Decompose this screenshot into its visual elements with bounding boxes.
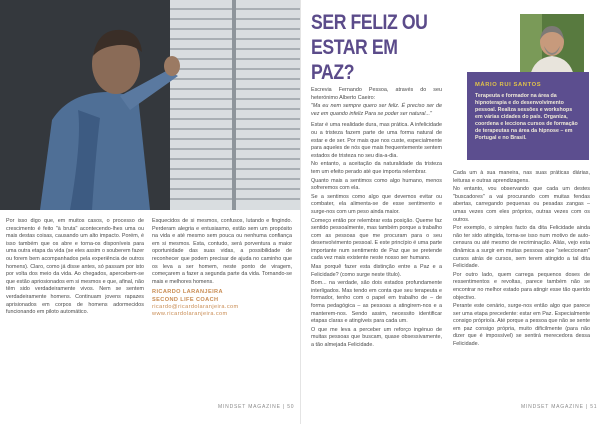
- footer-page-51: MINDSET MAGAZINE | 51: [521, 404, 598, 410]
- paragraph: No entanto, vou observando que cada um destes "buscadores" a vai procurando com muitas fendas abertas, carregando pequenas ou pesadas zangas – umas vezes com eles próprios, outras vezes com os outros.: [453, 186, 590, 223]
- article-title: [311, 10, 437, 85]
- right-column: [453, 170, 590, 350]
- paragraph: Por isso digo que, em muitos casos, o processo de crescimento é feito "à bruta" acontecendo-lhes uma ou mais destas coisas, causando um alto impacto. Porém, é isso também que os abre e torna-os disponíveis para uma outra etapa da vida (se eles assim o souberem fazer ou forem bem acompanhados pela experiência de outros homens). Claro, como já disse antes, só passam por isto por volta dos meio da vida. Ao chegados, apercebem-se que estão apriosionados em si mesmos e que, afinal, não têm sido verdadeiramente vivos. Nem se sentem verdadeiramente homens. Continuam jovens rapazes aprisionados em corpos de homens adormecidos funcionando em piloto automático.: [6, 218, 144, 316]
- bio-text: Terapeuta e formador na área da hipnoterapia e do desenvolvimento pessoal. Realiza sessões e workshops em várias cidades do país. Organiza, coordena e lecciona cursos de formação de terapeutas na área da hipnose – em Portugal e no Brasil.: [475, 93, 578, 141]
- quote-intro: Escrevia Fernando Pessoa, através do seu heterónimo Alberto Caeiro:: [311, 87, 442, 101]
- paragraph: Perante este cenário, surge-nos então algo que parece ser uma etapa precedente: estar em Paz. Especialmente consigo próprio/a. Até porque a pessoa que não se sente em paz consigo própria, muito dificilmente (para não dizer que é impossível) se sentirá merecedora dessa Felicidade.: [453, 303, 590, 348]
- paragraph: Se a sentimos como algo que devemos evitar ou combater, ela alimenta-se de esse sentimento e surge-nos com um peso ainda maior.: [311, 193, 442, 215]
- poem-quote: "Ma eu nem sempre quero ser feliz. É preciso ser de vez em quando infeliz Para se poder ser natural...": [311, 103, 442, 117]
- footer-page-50: MINDSET MAGAZINE | 50: [218, 404, 295, 410]
- left-column-1: [6, 218, 144, 318]
- man-at-window-photo: [0, 0, 300, 210]
- paragraph: Cada um à sua maneira, nas suas práticas diárias, leituras e outras aprendizagens.: [453, 170, 590, 184]
- left-column-2: [152, 218, 292, 318]
- bio-name: MÁRIO RUI SANTOS: [475, 82, 542, 88]
- middle-column: [311, 87, 442, 351]
- author-role: SECOND LIFE COACH: [152, 296, 219, 303]
- paragraph: Por exemplo, o simples facto da dita Felicidade ainda não ter sido atingida, torna-se isso num motivo de auto-censura ou até mesmo de recriminação. Aliás, vejo esta dinâmica a surgir em muitas pessoas que "seleccionam" cursos atrás de cursos, sem terem atingido a tal dita Felicidade.: [453, 225, 590, 270]
- paragraph: Mas porquê fazer esta distinção entre a Paz e a Felicidade? (como surge neste título).: [311, 264, 442, 278]
- paragraph: O que me leva a perceber um reforço ingénuo de muitas pessoas que buscam, quase obsessivamente, a tão almejada Felicidade.: [311, 326, 442, 348]
- paragraph: Quanto mais a sentimos como algo humano, menos sofreremos com ela.: [311, 177, 442, 192]
- paragraph: Bom... na verdade, são dois estados profundamente interligados. Mas tendo em conta que seu terapeuta e formador, tenho com o papel em trabalho de – de forma pedagógica – as pessoas a atingirem-nos e a manterem-nos. Sendo assim, necessito identificar etapas claras e atingíveis para cada um.: [311, 280, 442, 325]
- author-email-link[interactable]: ricardo@ricardolaranjeira.com: [152, 303, 239, 310]
- author-name: RICARDO LARANJEIRA: [152, 289, 223, 296]
- paragraph: Começo então por relembrar esta posição. Queme faz sentido pessoalmente, mas também porque a trabalho com as pessoas que me procuram para o seu desenvolvimento pessoal. E este princípio é uma parte importante num sentimento de Paz que se pretende cada vez mais existente neste nosso ser humano.: [311, 217, 442, 262]
- author-website-link[interactable]: www.ricardolaranjeira.com: [152, 310, 228, 317]
- title-line-2: ESTAR EM PAZ?: [311, 36, 398, 84]
- title-line-1: SER FELIZ OU: [311, 11, 428, 34]
- page-divider: [300, 0, 301, 424]
- paragraph: Esquecidos de si mesmos, confusos, lutando e fingindo. Perderam alegria e entusiasmo, estão sem um propósito na vida e até mesmo sem pouca ou nenhuma confiança em si mesmos. Esta, contudo, será porventura a maior oportunidade das suas vidas, a possibilidade de reconhecer que podem precisar de ajuda no caminho que os leva a ser homem, neste ponto de viragem, começarem a fazer a segunda parte da vida. Tornando-se mais e melhores homens.: [152, 218, 292, 285]
- paragraph: Estar é uma realidade dura, mas prática. A infelicidade ou a tristeza fazem parte de uma forma natural de estar e de ser. Por mais que nos custe, especialmente para aqueles de nós que mais frequentemente sentem estados de tristeza no seu dia-a-dia.: [311, 122, 442, 159]
- author-bio-box: [467, 72, 589, 160]
- author-portrait-photo: [520, 14, 584, 76]
- author-signature: [152, 289, 292, 318]
- paragraph: Por outro lado, quem carrega pequenos doses de ressentimentos e revoltas, parece também não se encontrar no melhor estado para atingir esse tão querido objectivo.: [453, 271, 590, 301]
- paragraph: No entanto, a aceitação da naturalidade da tristeza tem um efeito perado até que importa relembrar.: [311, 161, 442, 175]
